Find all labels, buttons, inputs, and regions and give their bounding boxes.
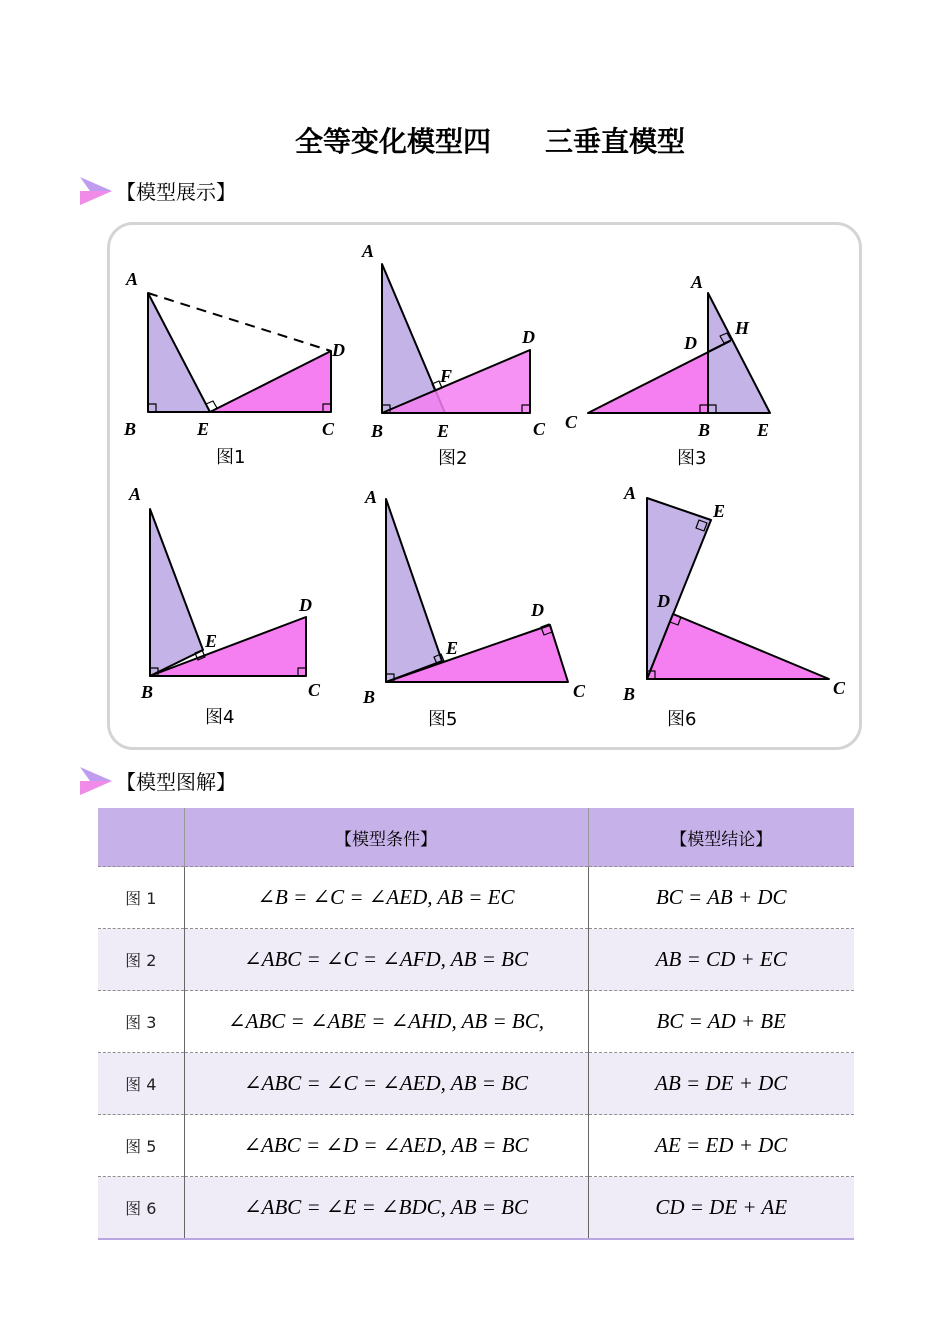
fig1-label-e: E xyxy=(197,419,210,439)
fig3-label-h: H xyxy=(735,318,750,338)
fig2-label-d: D xyxy=(522,327,535,347)
row-condition: ∠B = ∠C = ∠AED, AB = EC xyxy=(184,867,588,929)
title-part1: 全等变化模型四 xyxy=(294,125,491,158)
row-figure: 图 6 xyxy=(98,1177,184,1240)
figure-5 xyxy=(386,499,568,682)
table-row xyxy=(98,1115,854,1177)
fig2-label-b: B xyxy=(371,421,384,441)
fig1-caption: 图1 xyxy=(216,447,246,468)
row-conclusion: AB = CD + EC xyxy=(588,929,854,991)
fig3-label-b: B xyxy=(698,420,711,440)
row-condition: ∠ABC = ∠C = ∠AFD, AB = BC xyxy=(184,929,588,991)
fig6-label-c: C xyxy=(833,678,846,698)
fig6-label-d: D xyxy=(657,591,670,611)
fig3-label-e: E xyxy=(757,420,770,440)
figure-4 xyxy=(150,509,306,676)
row-figure: 图 5 xyxy=(98,1115,184,1177)
fig4-label-d: D xyxy=(299,595,312,615)
fig4-label-e: E xyxy=(205,631,218,651)
section-title: 【模型展示】 xyxy=(116,179,236,204)
fig3-label-c: C xyxy=(565,412,578,432)
fig2-caption: 图2 xyxy=(438,448,468,469)
row-conclusion: CD = DE + AE xyxy=(588,1177,854,1240)
fig3-label-a: A xyxy=(691,272,704,292)
fig3-label-d: D xyxy=(684,333,697,353)
fig2-label-e: E xyxy=(437,421,450,441)
row-conclusion: AB = DE + DC xyxy=(588,1053,854,1115)
fig4-label-c: C xyxy=(308,680,321,700)
table-header-condition: 【模型条件】 xyxy=(184,808,588,867)
fig3-caption: 图3 xyxy=(677,448,707,469)
fig5-label-a: A xyxy=(365,487,378,507)
fig5-caption: 图5 xyxy=(428,709,458,730)
fig6-label-e: E xyxy=(713,501,726,521)
fig4-label-a: A xyxy=(129,484,142,504)
figure-6 xyxy=(647,498,829,679)
fig2-label-f: F xyxy=(440,366,453,386)
fig5-label-c: C xyxy=(573,681,586,701)
row-condition: ∠ABC = ∠E = ∠BDC, AB = BC xyxy=(184,1177,588,1240)
table-header-row xyxy=(98,808,854,867)
row-conclusion: BC = AB + DC xyxy=(588,867,854,929)
table-row xyxy=(98,1177,854,1240)
table-row xyxy=(98,991,854,1053)
row-figure: 图 1 xyxy=(98,867,184,929)
fig6-caption: 图6 xyxy=(667,709,697,730)
arrow-bullet-icon xyxy=(78,765,114,795)
table-header-cell xyxy=(98,808,184,867)
row-condition: ∠ABC = ∠ABE = ∠AHD, AB = BC, xyxy=(184,991,588,1053)
fig2-label-a: A xyxy=(362,241,375,261)
fig5-label-b: B xyxy=(363,687,376,707)
model-table xyxy=(98,808,854,1240)
fig4-label-b: B xyxy=(141,682,154,702)
row-figure: 图 3 xyxy=(98,991,184,1053)
fig5-label-e: E xyxy=(446,638,459,658)
title-part2: 三垂直模型 xyxy=(545,125,686,158)
row-conclusion: AE = ED + DC xyxy=(588,1115,854,1177)
row-condition: ∠ABC = ∠D = ∠AED, AB = BC xyxy=(184,1115,588,1177)
fig5-label-d: D xyxy=(531,600,544,620)
row-figure: 图 2 xyxy=(98,929,184,991)
figure-2 xyxy=(382,264,530,413)
row-conclusion: BC = AD + BE xyxy=(588,991,854,1053)
table-header-conclusion: 【模型结论】 xyxy=(588,808,854,867)
fig1-label-d: D xyxy=(332,340,345,360)
section-model-explain xyxy=(78,765,236,795)
table-row xyxy=(98,1053,854,1115)
fig4-caption: 图4 xyxy=(205,707,235,728)
row-condition: ∠ABC = ∠C = ∠AED, AB = BC xyxy=(184,1053,588,1115)
fig1-label-b: B xyxy=(124,419,137,439)
table-row xyxy=(98,929,854,991)
figure-3 xyxy=(588,293,770,413)
fig6-label-b: B xyxy=(623,684,636,704)
table-row xyxy=(98,867,854,929)
section-title: 【模型图解】 xyxy=(116,769,236,794)
fig1-label-a: A xyxy=(126,269,139,289)
fig2-label-c: C xyxy=(533,419,546,439)
fig1-label-c: C xyxy=(322,419,335,439)
figure-1 xyxy=(148,293,331,412)
row-figure: 图 4 xyxy=(98,1053,184,1115)
fig6-label-a: A xyxy=(624,483,637,503)
